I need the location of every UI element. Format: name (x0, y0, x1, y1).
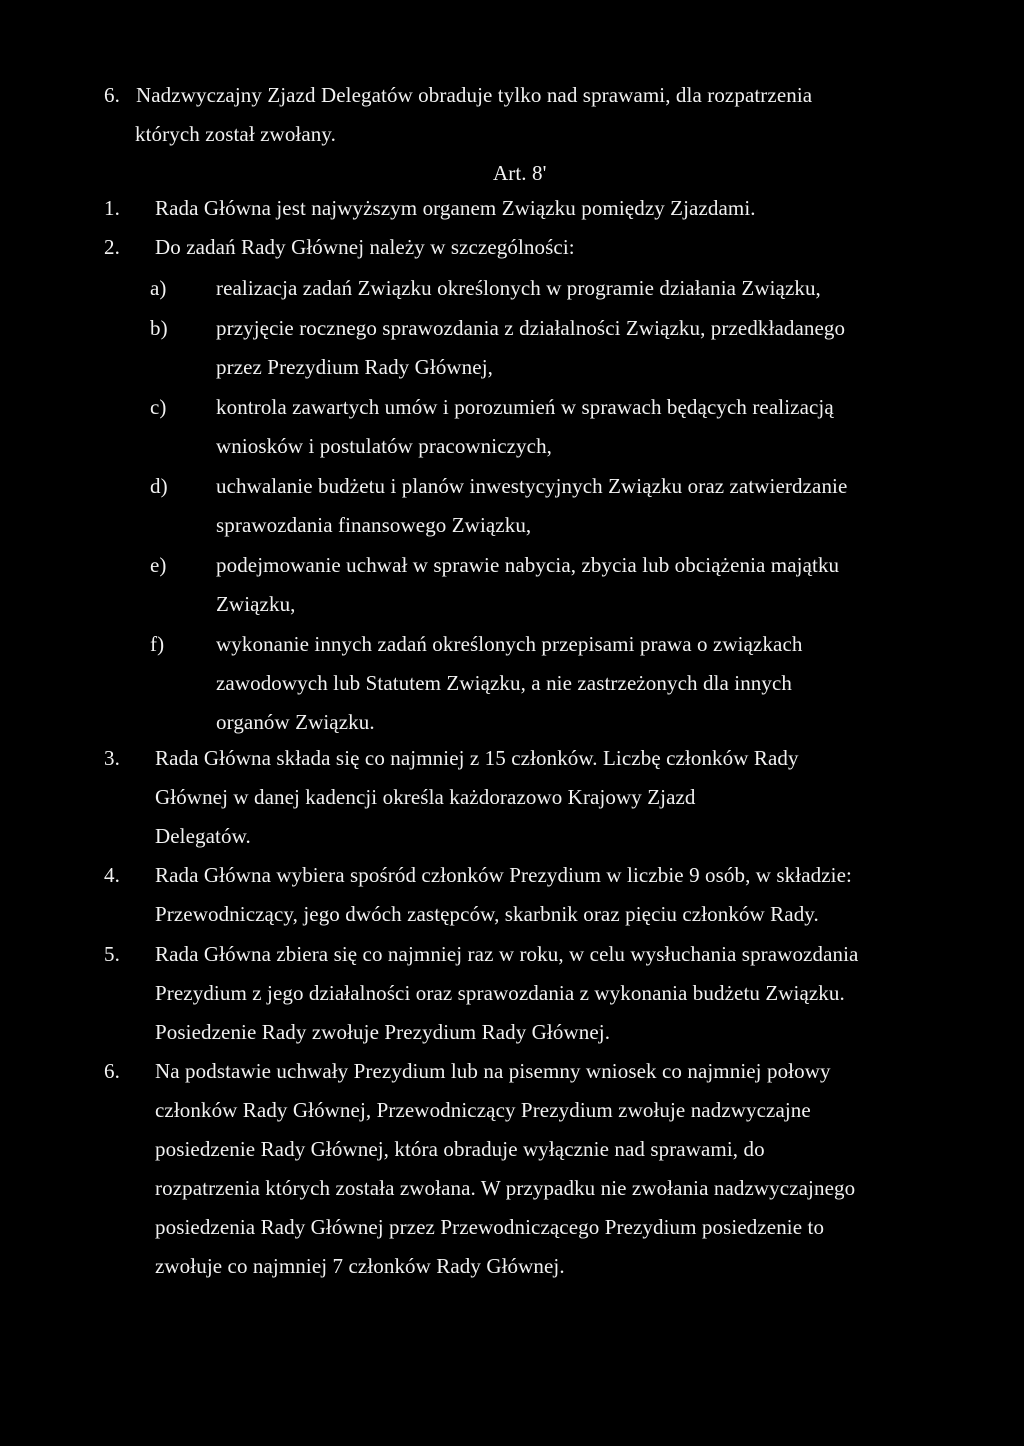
paragraph-line: Głównej w danej kadencji określa każdorazowo Krajowy Zjazd (155, 785, 696, 809)
paragraph-line: Prezydium z jego działalności oraz sprawozdania z wykonania budżetu Związku. (155, 981, 845, 1005)
list-item-line: przez Prezydium Rady Głównej, (216, 355, 493, 379)
paragraph-line: Rada Główna wybiera spośród członków Prezydium w liczbie 9 osób, w składzie: (155, 863, 852, 887)
list-letter: f) (150, 632, 165, 656)
paragraph-line: Posiedzenie Rady zwołuje Prezydium Rady Głównej. (155, 1020, 611, 1044)
item-number: 3. (104, 746, 120, 770)
paragraph-line: Rada Główna składa się co najmniej z 15 członków. Liczbę członków Rady (155, 746, 799, 770)
list-item-line: przyjęcie rocznego sprawozdania z działalności Związku, przedkładanego (216, 316, 846, 340)
list-item-line: uchwalanie budżetu i planów inwestycyjnych Związku oraz zatwierdzanie (216, 474, 848, 498)
article-heading: Art. 8' (493, 161, 547, 185)
list-item-line: sprawozdania finansowego Związku, (216, 513, 532, 537)
paragraph-line: zwołuje co najmniej 7 członków Rady Głównej. (155, 1254, 565, 1278)
paragraph-line: Delegatów. (155, 824, 251, 848)
item-number: 6. (104, 83, 120, 107)
list-item-line: Związku, (216, 592, 296, 616)
paragraph-line: posiedzenia Rady Głównej przez Przewodniczącego Prezydium posiedzenie to (155, 1215, 825, 1239)
item-number: 4. (104, 863, 120, 887)
list-item-line: wykonanie innych zadań określonych przepisami prawa o związkach (216, 632, 803, 656)
paragraph-line: posiedzenie Rady Głównej, która obraduje wyłącznie nad sprawami, do (155, 1137, 765, 1161)
list-item-line: kontrola zawartych umów i porozumień w sprawach będących realizacją (216, 395, 834, 419)
item-number: 6. (104, 1059, 120, 1083)
list-item-line: podejmowanie uchwał w sprawie nabycia, zbycia lub obciążenia majątku (216, 553, 840, 577)
list-item-line: wniosków i postulatów pracowniczych, (216, 434, 553, 458)
paragraph-line: Przewodniczący, jego dwóch zastępców, skarbnik oraz pięciu członków Rady. (155, 902, 819, 926)
list-item-line: realizacja zadań Związku określonych w programie działania Związku, (216, 276, 821, 300)
list-letter: b) (150, 316, 168, 340)
item-number: 2. (104, 235, 120, 259)
item-number: 5. (104, 942, 120, 966)
paragraph-line: Rada Główna zbiera się co najmniej raz w roku, w celu wysłuchania sprawozdania (155, 942, 859, 966)
paragraph-line: Do zadań Rady Głównej należy w szczególności: (155, 235, 575, 259)
item-number: 1. (104, 196, 120, 220)
list-letter: d) (150, 474, 168, 498)
paragraph-line: których został zwołany. (135, 122, 336, 146)
list-letter: e) (150, 553, 167, 577)
list-item-line: zawodowych lub Statutem Związku, a nie zastrzeżonych dla innych (216, 671, 793, 695)
list-letter: a) (150, 276, 167, 300)
paragraph-line: Na podstawie uchwały Prezydium lub na pisemny wniosek co najmniej połowy (155, 1059, 831, 1083)
list-item-line: organów Związku. (216, 710, 375, 734)
paragraph-line: Nadzwyczajny Zjazd Delegatów obraduje tylko nad sprawami, dla rozpatrzenia (136, 83, 813, 107)
list-letter: c) (150, 395, 167, 419)
paragraph-line: Rada Główna jest najwyższym organem Związku pomiędzy Zjazdami. (155, 196, 756, 220)
paragraph-line: członków Rady Głównej, Przewodniczący Prezydium zwołuje nadzwyczajne (155, 1098, 811, 1122)
paragraph-line: rozpatrzenia których została zwołana. W przypadku nie zwołania nadzwyczajnego (155, 1176, 856, 1200)
